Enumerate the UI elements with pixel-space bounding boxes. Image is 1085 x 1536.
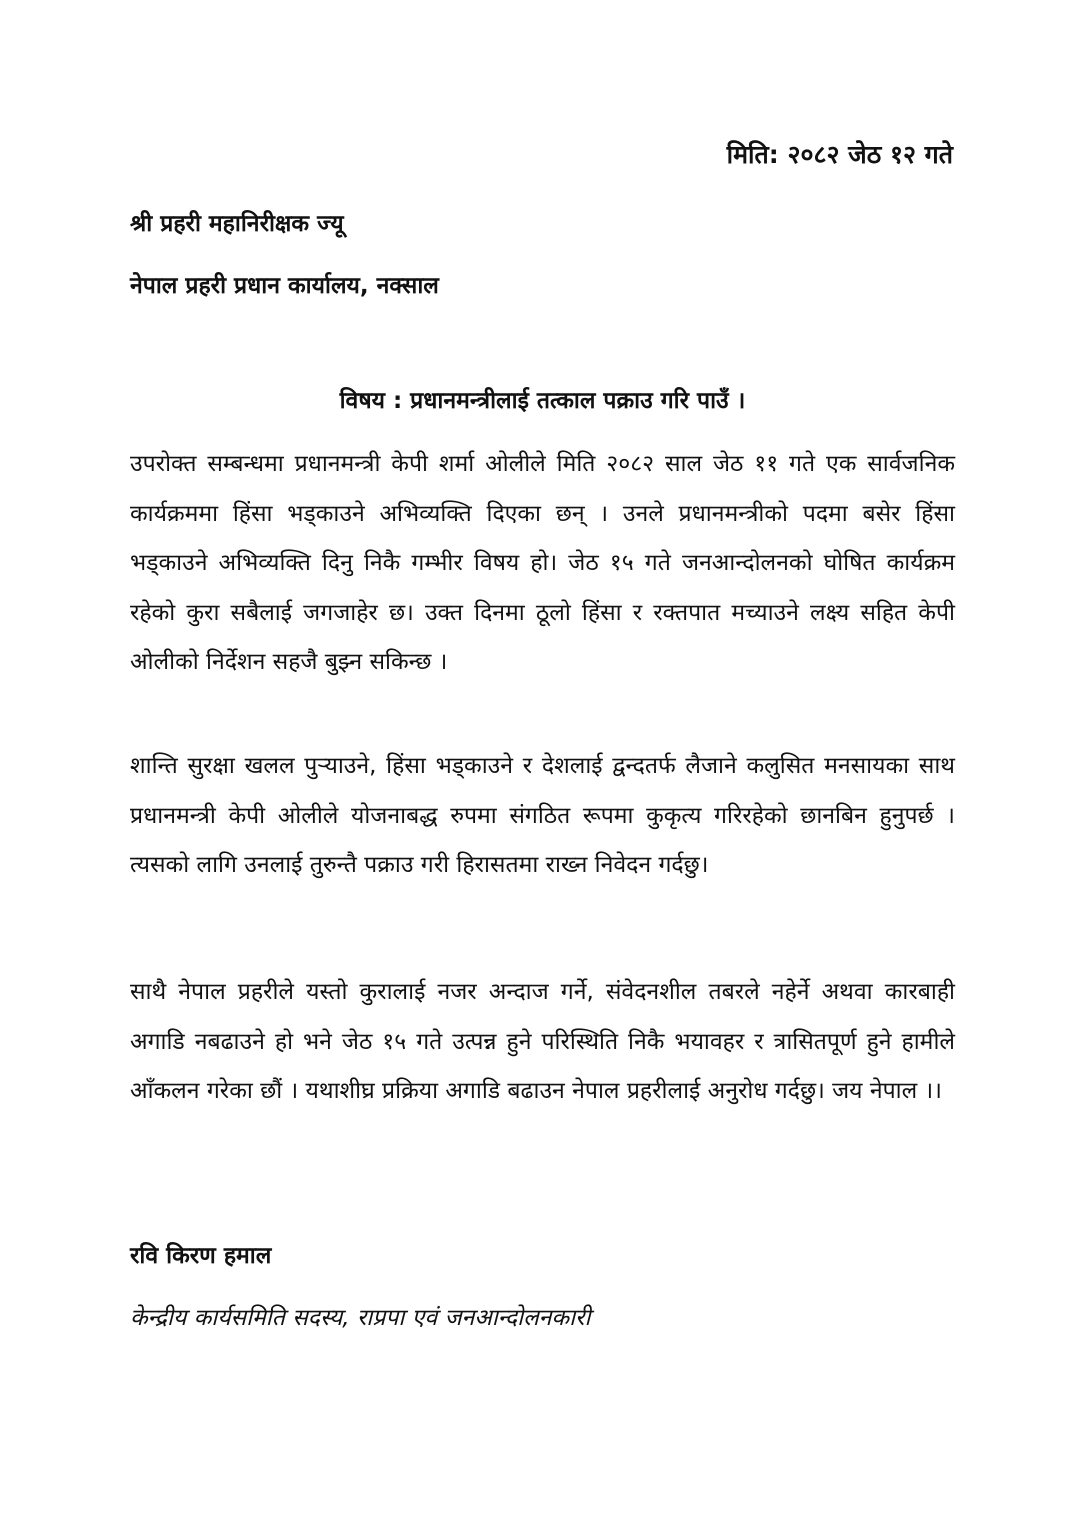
letter-date: मिति: २०८२ जेठ १२ गते <box>726 140 953 169</box>
body-paragraph-2: शान्ति सुरक्षा खलल पुऱ्याउने, हिंसा भड्काउने र देशलाई द्वन्दतर्फ लैजाने कलुसित मनसायका साथ प्रधानमन्त्री केपी ओलीले योजनाबद्ध रुपमा संगठित रूपमा कुकृत्य गरिरहेको छानबिन हुनुपर्छ । त्यसको लागि उनलाई तुरुन्तै पक्राउ गरी हिरासतमा राख्न निवेदन गर्दछु। <box>130 753 955 878</box>
body-paragraph-3: साथै नेपाल प्रहरीले यस्तो कुरालाई नजर अन्दाज गर्ने, संवेदनशील तबरले नहेर्ने अथवा कारबाही अगाडि नबढाउने हो भने जेठ १५ गते उत्पन्न हुने परिस्थिति निकै भयावहर र त्रासितपूर्ण हुने हामीले आँकलन गरेका छौं । यथाशीघ्र प्रक्रिया अगाडि बढाउन नेपाल प्रहरीलाई अनुरोध गर्दछु। जय नेपाल ।। <box>130 979 955 1104</box>
signatory-name: रवि किरण हमाल <box>130 1243 272 1269</box>
subject-line: विषय : प्रधानमन्त्रीलाई तत्काल पक्राउ गरि पाउँ । <box>339 388 746 414</box>
body-paragraph-1: उपरोक्त सम्बन्धमा प्रधानमन्त्री केपी शर्मा ओलीले मिति २०८२ साल जेठ ११ गते एक सार्वजनिक कार्यक्रममा हिंसा भड्काउने अभिव्यक्ति दिएका छन् । उनले प्रधानमन्त्रीको पदमा बसेर हिंसा भड्काउने अभिव्यक्ति दिनु निकै गम्भीर विषय हो। जेठ १५ गते जनआन्दोलनको घोषित कार्यक्रम रहेको कुरा सबैलाई जगजाहेर छ। उक्त दिनमा ठूलो हिंसा र रक्तपात मच्याउने लक्ष्य सहित केपी ओलीको निर्देशन सहजै बुझ्न सकिन्छ । <box>130 451 955 675</box>
recipient-line-1: श्री प्रहरी महानिरीक्षक ज्यू <box>130 211 344 237</box>
signatory-title: केन्द्रीय कार्यसमिति सदस्य, राप्रपा एवं जनआन्दोलनकारी <box>130 1305 591 1331</box>
recipient-line-2: नेपाल प्रहरी प्रधान कार्यालय, नक्साल <box>130 273 439 299</box>
